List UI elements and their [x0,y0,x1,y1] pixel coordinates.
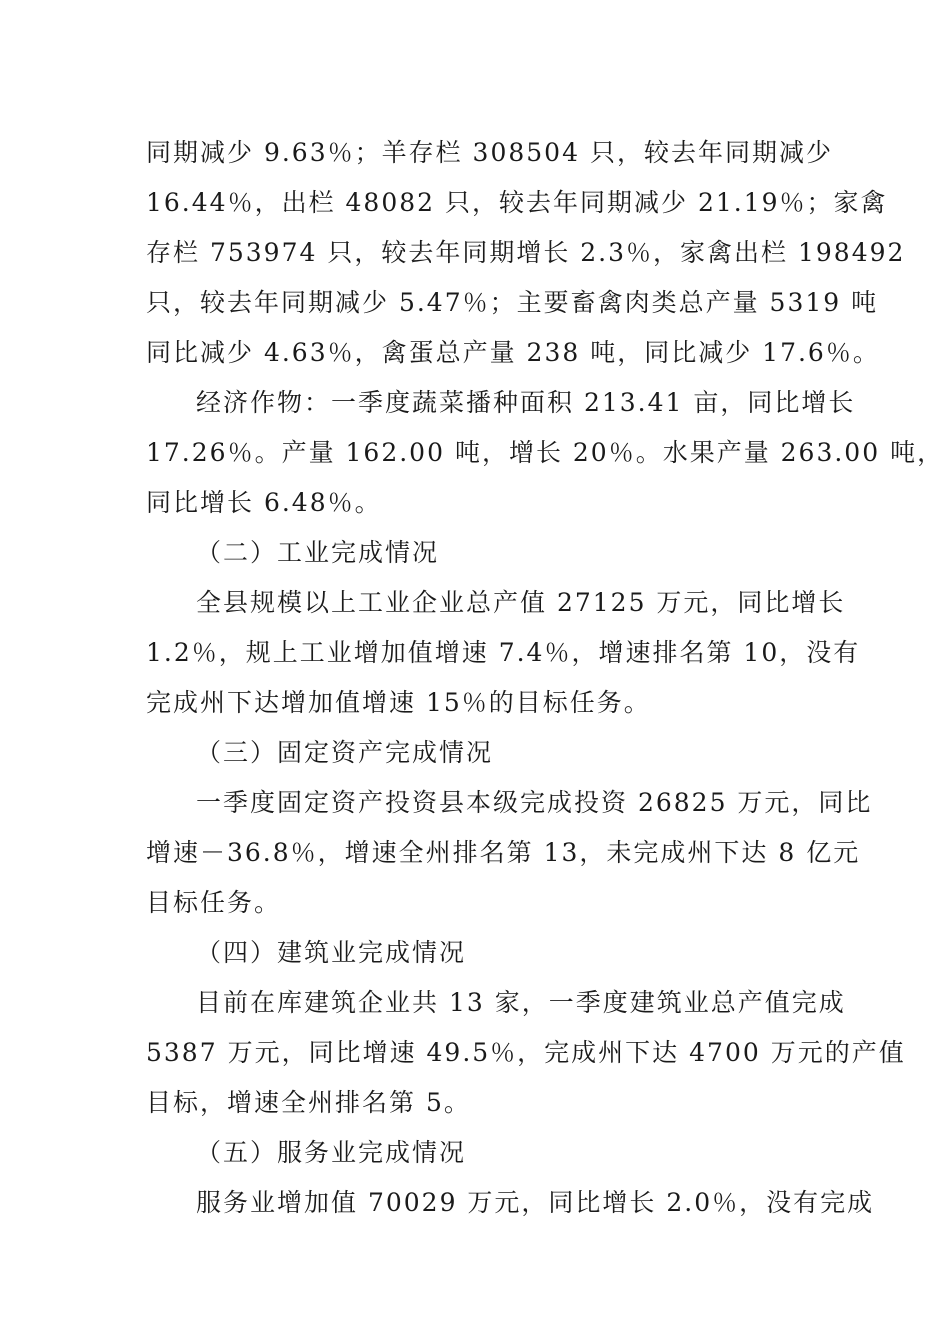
section-heading: （四）建筑业完成情况 [196,938,467,967]
paragraph-line: 同比减少 4.63％，禽蛋总产量 238 吨，同比减少 17.6％。 [146,338,880,367]
paragraph-line: 目标任务。 [146,888,282,917]
paragraph-line: 目前在库建筑企业共 13 家，一季度建筑业总产值完成 [196,988,846,1017]
section-heading: （二）工业完成情况 [196,538,440,567]
paragraph-line: 5387 万元，同比增速 49.5％，完成州下达 4700 万元的产值 [146,1038,906,1067]
paragraph-line: 服务业增加值 70029 万元，同比增长 2.0％，没有完成 [196,1188,875,1217]
paragraph-line: 同期减少 9.63％；羊存栏 308504 只，较去年同期减少 [146,138,833,167]
section-heading: （三）固定资产完成情况 [196,738,494,767]
paragraph-line: 只，较去年同期减少 5.47％；主要畜禽肉类总产量 5319 吨 [146,288,879,317]
paragraph-line: 经济作物：一季度蔬菜播种面积 213.41 亩，同比增长 [196,388,856,417]
paragraph-line: 全县规模以上工业企业总产值 27125 万元，同比增长 [196,588,846,617]
paragraph-line: 存栏 753974 只，较去年同期增长 2.3％，家禽出栏 198492 [146,238,906,267]
paragraph-line: 1.2％，规上工业增加值增速 7.4％，增速排名第 10，没有 [146,638,861,667]
section-heading: （五）服务业完成情况 [196,1138,467,1167]
paragraph-line: 16.44％，出栏 48082 只，较去年同期减少 21.19％；家禽 [146,188,888,217]
paragraph-line: 一季度固定资产投资县本级完成投资 26825 万元，同比 [196,788,873,817]
paragraph-line: 增速－36.8％，增速全州排名第 13，未完成州下达 8 亿元 [146,838,861,867]
paragraph-line: 同比增长 6.48％。 [146,488,382,517]
paragraph-line: 完成州下达增加值增速 15％的目标任务。 [146,688,651,717]
paragraph-line: 目标，增速全州排名第 5。 [146,1088,471,1117]
paragraph-line: 17.26％。产量 162.00 吨，增长 20％。水果产量 263.00 吨， [146,438,945,467]
